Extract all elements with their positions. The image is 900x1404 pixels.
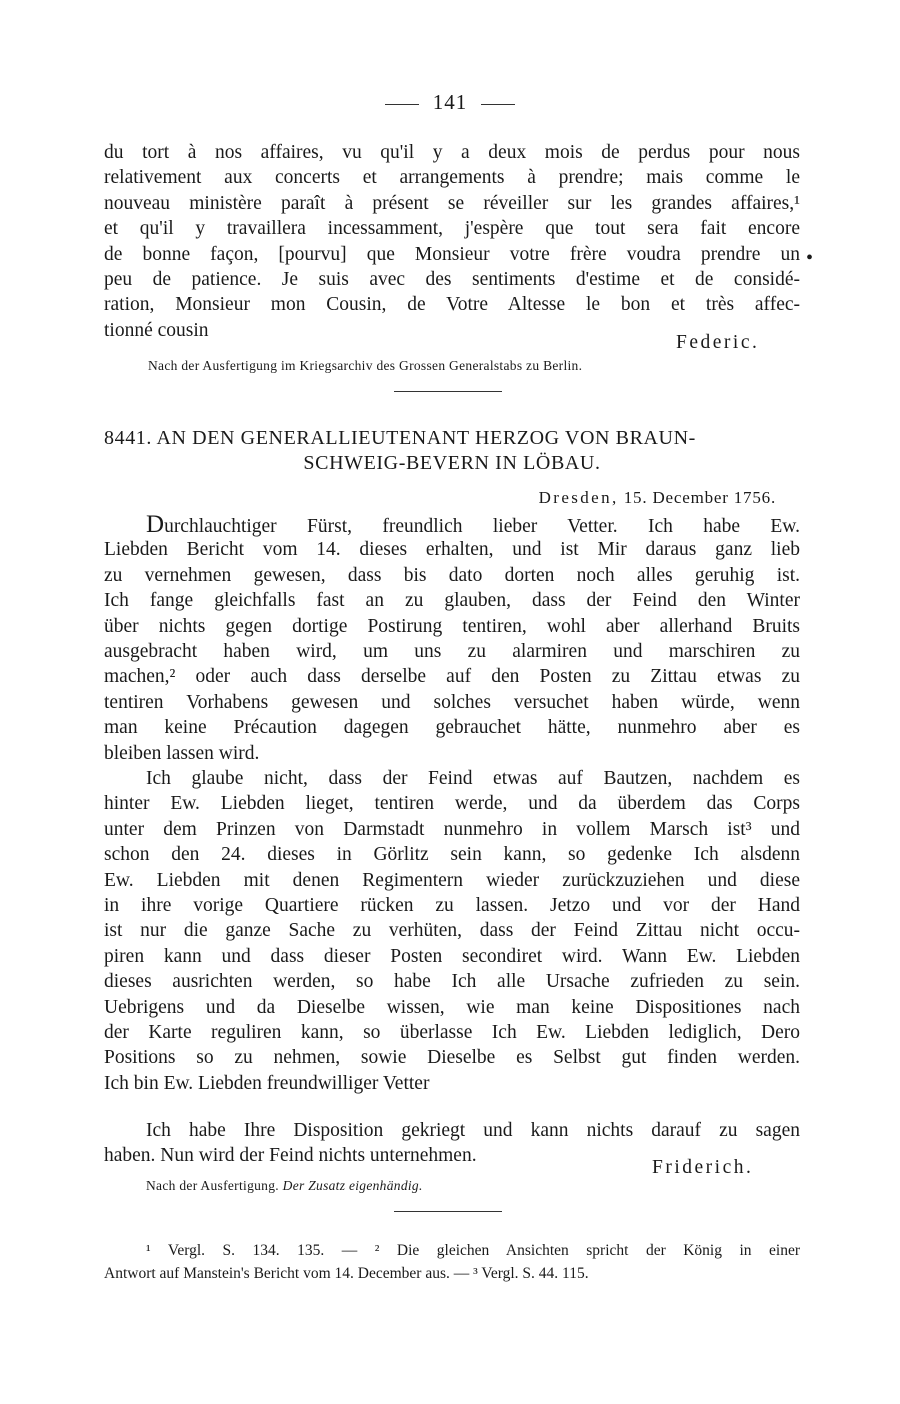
text-line: zu vernehmen gewesen, dass bis dato dorten noch alles geruhig ist. bbox=[104, 564, 800, 586]
source-note-b: Der Zusatz eigenhändig. bbox=[282, 1178, 423, 1193]
text-line: Ich glaube nicht, dass der Feind etwas auf Bautzen, nachdem es bbox=[146, 768, 800, 789]
text-line: et qu'il y travaillera incessamment, j'espère que tout sera fait encore bbox=[104, 218, 800, 240]
letter-date bbox=[539, 488, 776, 508]
text-line: dieses ausrichten werden, so habe Ich alle Ursache zufrieden zu sein. bbox=[104, 971, 800, 993]
text-line: Positions so zu nehmen, sowie Dieselbe es Selbst gut finden werden. bbox=[104, 1047, 800, 1069]
footnote-line: Antwort auf Manstein's Bericht vom 14. December aus. — ³ Vergl. S. 44. 115. bbox=[104, 1265, 589, 1282]
date-place: Dresden, bbox=[538, 488, 619, 507]
text-line: bleiben lassen wird. bbox=[104, 742, 260, 764]
text-line: unter dem Prinzen von Darmstadt nunmehro in vollem Marsch ist³ und bbox=[104, 818, 800, 840]
text-line: tionné cousin bbox=[104, 319, 209, 341]
text-line: tentiren Vorhabens gewesen und solches versuchet haben würde, wenn bbox=[104, 691, 800, 713]
text-line: ausgebracht haben wird, um uns zu alarmiren und marschiren zu bbox=[104, 641, 800, 662]
source-note-a: Nach der Ausfertigung. bbox=[146, 1178, 279, 1193]
text-line: über nichts gegen dortige Postirung tentiren, wohl aber allerhand Bruits bbox=[104, 615, 800, 637]
text-line: schon den 24. dieses in Görlitz sein kann, so gedenke Ich alsdenn bbox=[104, 844, 800, 866]
postscript-line: haben. Nun wird der Feind nichts unternehmen. bbox=[104, 1145, 477, 1167]
text-line: Uebrigens und da Dieselbe wissen, wie man keine Dispositiones nach bbox=[104, 996, 800, 1018]
text-line: Ich fange gleichfalls fast an zu glauben, dass der Feind den Winter bbox=[104, 590, 800, 612]
source-note bbox=[146, 1178, 423, 1194]
drop-initial: D bbox=[146, 511, 165, 538]
date-day: 15. December 1756. bbox=[623, 488, 776, 507]
text-line: de bonne façon, [pourvu] que Monsieur votre frère voudra prendre un bbox=[104, 243, 800, 265]
footnote-divider bbox=[394, 1211, 502, 1212]
text-line: ration, Monsieur mon Cousin, de Votre Altesse le bon et très affec- bbox=[104, 294, 800, 316]
source-note: Nach der Ausfertigung im Kriegsarchiv des Grossen Generalstabs zu Berlin. bbox=[148, 358, 583, 373]
footnote-line: ¹ Vergl. S. 134. 135. — ² Die gleichen Ansichten spricht der König in einer bbox=[146, 1242, 800, 1259]
text-line: Liebden Bericht vom 14. dieses erhalten, und ist Mir daraus ganz lieb bbox=[104, 539, 800, 561]
text-line: machen,² oder auch dass derselbe auf den Posten zu Zittau etwas zu bbox=[104, 666, 800, 688]
page-header bbox=[0, 90, 900, 115]
text-line: der Karte reguliren kann, so überlasse Ich Ew. Liebden lediglich, Dero bbox=[104, 1022, 800, 1043]
header-dash-right bbox=[481, 104, 515, 105]
text-line: du tort à nos affaires, vu qu'il y a deux mois de perdus pour nous bbox=[104, 142, 800, 163]
letter-heading: 8441. AN DEN GENERALLIEUTENANT HERZOG VON BRAUN- bbox=[104, 427, 696, 449]
text-line: ist nur die ganze Sache zu verhüten, dass der Feind Zittau nicht occu- bbox=[104, 920, 800, 942]
text-line-cont: urchlauchtiger Fürst, freundlich lieber Vetter. Ich habe Ew. bbox=[164, 516, 800, 537]
text-line: Ich bin Ew. Liebden freundwilliger Vetter bbox=[104, 1072, 430, 1094]
signature-friderich: Friderich. bbox=[652, 1157, 754, 1178]
text-line: nouveau ministère paraît à présent se réveiller sur les grandes affaires,¹ bbox=[104, 192, 800, 214]
signature-federic: Federic. bbox=[676, 332, 760, 353]
text-line: Ew. Liebden mit denen Regimentern wieder zurückzuziehen und diese bbox=[104, 869, 800, 891]
text-line: relativement aux concerts et arrangements à prendre; mais comme le bbox=[104, 167, 800, 189]
postscript-line: Ich habe Ihre Disposition gekriegt und kann nichts darauf zu sagen bbox=[146, 1120, 800, 1141]
section-divider bbox=[394, 391, 502, 392]
text-line bbox=[104, 512, 800, 539]
letter-heading-cont: SCHWEIG-BEVERN IN LÖBAU. bbox=[303, 452, 601, 474]
page-number: 141 bbox=[432, 90, 468, 114]
text-line: piren kann und dass dieser Posten secondiret wird. Wann Ew. Liebden bbox=[104, 945, 800, 967]
text-line: peu de patience. Je suis avec des sentiments d'estime et de considé- bbox=[104, 269, 800, 290]
margin-mark: • bbox=[806, 247, 814, 269]
text-line: man keine Précaution dagegen gebrauchet hätte, nunmehro aber es bbox=[104, 717, 800, 739]
header-dash-left bbox=[385, 104, 419, 105]
text-line: in ihre vorige Quartiere rücken zu lassen. Jetzo und vor der Hand bbox=[104, 895, 800, 916]
text-line: hinter Ew. Liebden lieget, tentiren werde, und da überdem das Corps bbox=[104, 793, 800, 815]
